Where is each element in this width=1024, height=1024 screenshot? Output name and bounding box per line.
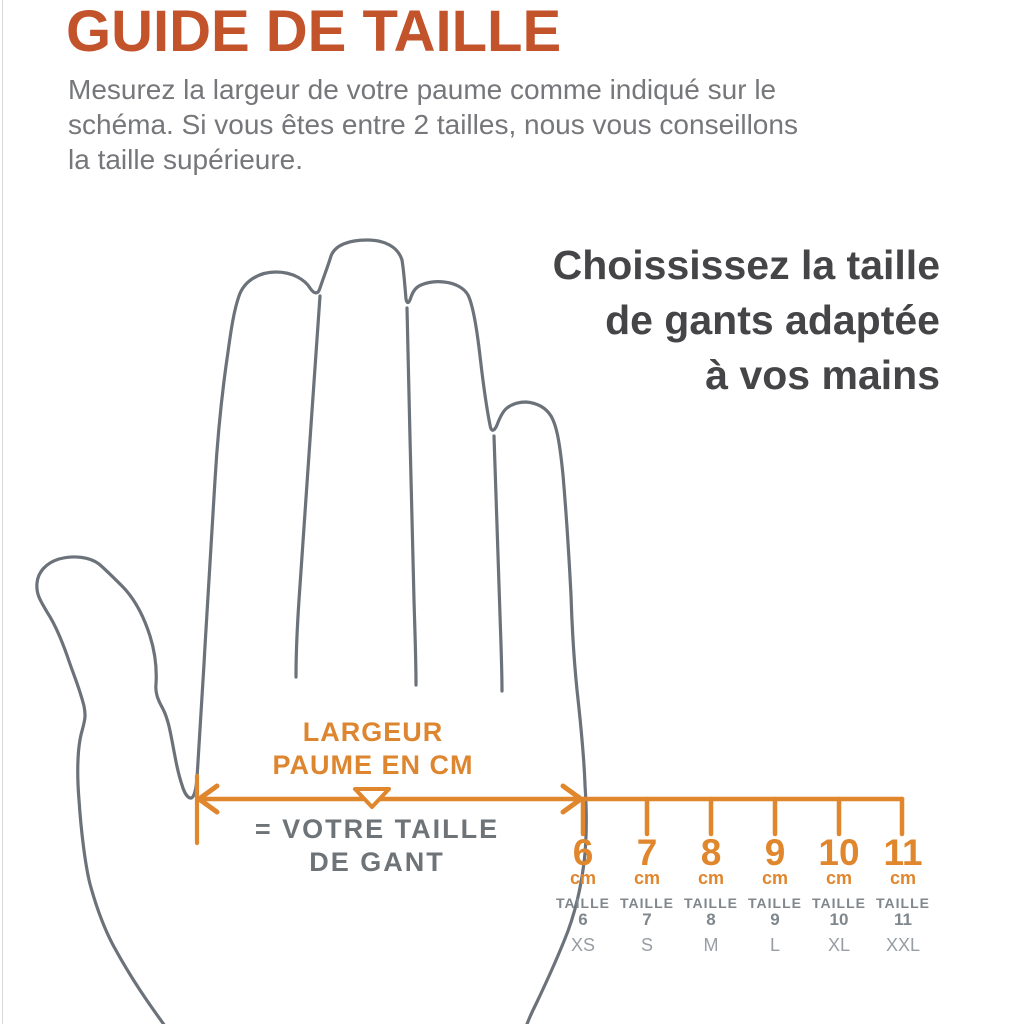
taille-value: 8 <box>706 910 716 929</box>
intro-line-1: Mesurez la largeur de votre paume comme indiqué sur le <box>68 74 777 105</box>
size-column-10 <box>812 832 866 955</box>
cm-unit: cm <box>889 868 916 888</box>
taille-value: 10 <box>829 910 849 929</box>
cm-unit: cm <box>569 868 596 888</box>
choose-size-line-2: de gants adaptée <box>605 297 940 343</box>
cm-unit: cm <box>697 868 724 888</box>
cm-unit: cm <box>825 868 852 888</box>
letter-size: S <box>640 935 653 955</box>
your-glove-size-label <box>255 813 499 879</box>
cm-unit: cm <box>633 868 660 888</box>
cm-value: 6 <box>572 832 594 873</box>
cm-value: 10 <box>818 832 860 873</box>
cm-value: 8 <box>700 832 722 873</box>
intro-line-3: la taille supérieure. <box>68 144 304 175</box>
choose-size-line-1: Choississez la taille <box>552 242 940 288</box>
letter-size: M <box>703 935 719 955</box>
your-glove-size-line-1: = VOTRE TAILLE <box>254 814 500 844</box>
taille-value: 9 <box>770 910 780 929</box>
intro-line-2: schéma. Si vous êtes entre 2 tailles, nous vous conseillons <box>68 109 798 140</box>
size-column-8 <box>684 832 738 955</box>
cm-value: 7 <box>636 832 658 873</box>
size-column-9 <box>748 832 802 955</box>
letter-size: XXL <box>885 935 921 955</box>
middle-ring-crease <box>407 308 416 685</box>
taille-label: TAILLE <box>620 895 674 911</box>
taille-value: 11 <box>894 910 912 929</box>
letter-size: XL <box>827 935 851 955</box>
palm-width-label-line-1: LARGEUR <box>302 717 444 747</box>
palm-width-label-line-2: PAUME EN CM <box>272 750 474 780</box>
taille-value: 6 <box>578 910 588 929</box>
taille-label: TAILLE <box>556 895 610 911</box>
choose-size-line-3: à vos mains <box>705 352 940 398</box>
taille-label: TAILLE <box>684 895 738 911</box>
page-title: GUIDE DE TAILLE <box>66 0 562 64</box>
taille-value: 7 <box>642 910 652 929</box>
hand-outline-icon <box>37 240 587 1024</box>
size-column-11 <box>876 832 930 955</box>
letter-size: L <box>769 935 780 955</box>
taille-label: TAILLE <box>748 895 802 911</box>
cm-value: 9 <box>764 832 786 873</box>
index-middle-crease <box>296 296 320 677</box>
letter-size: XS <box>570 935 595 955</box>
taille-label: TAILLE <box>876 895 930 911</box>
size-column-6 <box>556 832 610 955</box>
cm-value: 11 <box>883 832 923 873</box>
size-column-7 <box>620 832 674 955</box>
your-glove-size-line-2: DE GANT <box>309 847 445 877</box>
size-scale-ruler <box>583 799 902 834</box>
ring-pinky-crease <box>494 436 502 691</box>
taille-label: TAILLE <box>812 895 866 911</box>
cm-unit: cm <box>761 868 788 888</box>
palm-width-label <box>272 716 473 782</box>
